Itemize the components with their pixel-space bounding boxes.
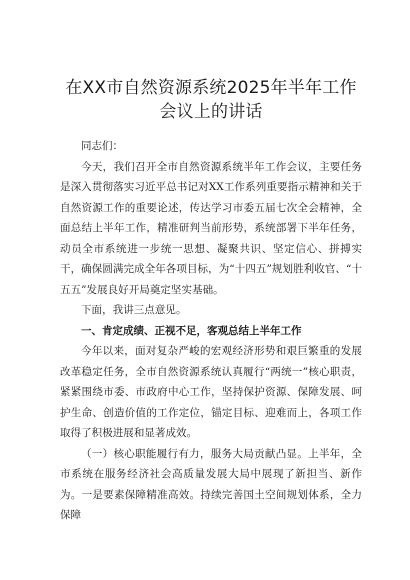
- points-paragraph: 下面，我讲三点意见。: [81, 304, 187, 316]
- subsection-paragraph: （一）核心职能履行有力，服务大局贡献凸显。上半年，全市系统在服务经济社会高质量发展大局中展现了新担当、新作为。一是要素保障精准高效。持续完善国土空间规划体系，全力保障: [60, 447, 362, 521]
- intro-paragraph: 今天，我们召开全市自然资源系统半年工作会议，主要任务是深入贯彻落实习近平总书记对XX工作系列重要指示精神和关于自然资源工作的重要论述，传达学习市委五届七次全会精神，全面总结上半年工作，精准研判当前形势，系统部署下半年任务，动员全市系统进一步统一思想、凝聚共识、坚定信心、拼搏实干，确保圆满完成全年各项目标，为“十四五”规划胜利收官、“十五五”发展良好开局奠定坚实基础。: [60, 160, 362, 296]
- document-title: 在XX市自然资源系统2025年半年工作会议上的讲话: [65, 78, 357, 122]
- section-heading: 一、肯定成绩、正视不足，客观总结上半年工作: [81, 324, 302, 337]
- section-body-paragraph: 今年以来，面对复杂严峻的宏观经济形势和艰巨繁重的发展改革稳定任务，全市自然资源系统认真履行“两统一”核心职责，紧紧围绕市委、市政府中心工作，坚持保护资源、保障发展、呵护生命、创造价值的工作定位，锚定目标、迎难而上，各项工作取得了积极进展和显著成效。: [60, 345, 362, 439]
- salutation: 同志们：: [81, 140, 123, 152]
